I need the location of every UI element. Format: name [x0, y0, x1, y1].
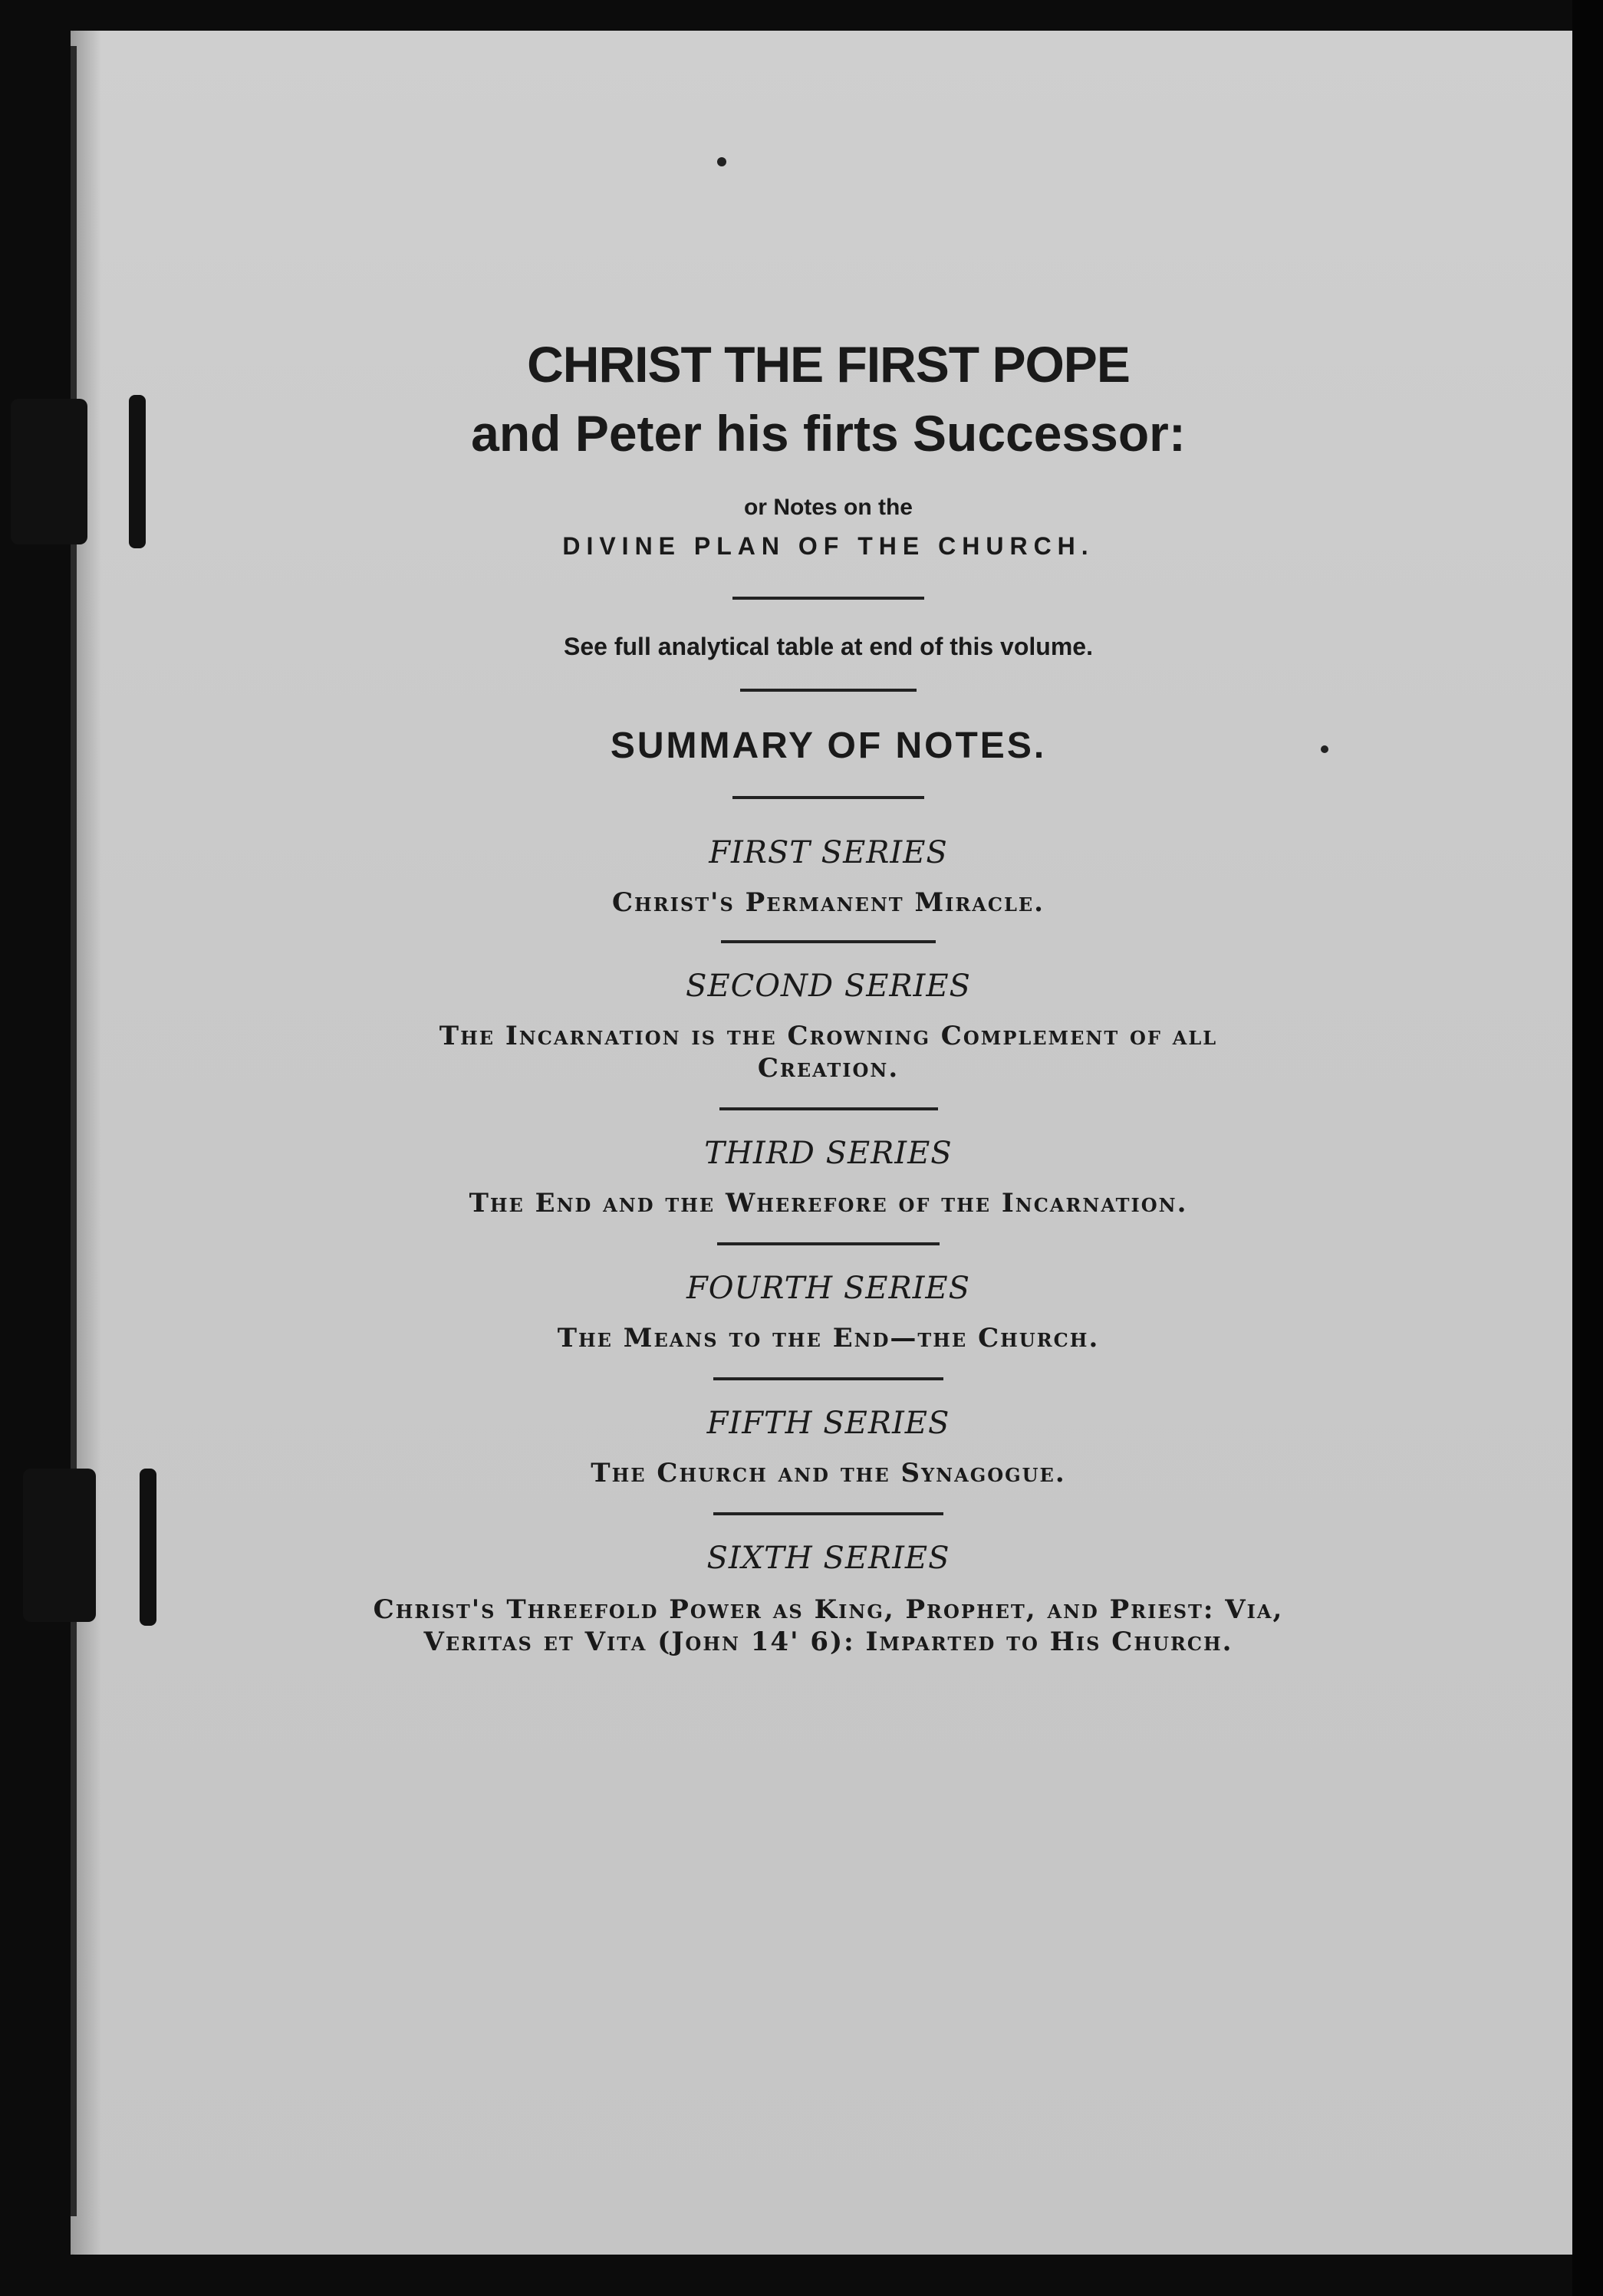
- series-heading-4: FOURTH SERIES: [686, 1271, 971, 1306]
- series-title-1: Christ's Permanent Miracle.: [611, 887, 1045, 918]
- divider-rule: [717, 1242, 940, 1245]
- subtitle-line1: or Notes on the: [743, 495, 913, 520]
- binder-clip-top: [11, 399, 87, 544]
- series-title-5: The Church and the Synagogue.: [591, 1458, 1066, 1488]
- series-heading-6: SIXTH SERIES: [706, 1541, 950, 1576]
- divider-rule: [740, 689, 917, 692]
- binder-clip-top-bar: [129, 395, 146, 548]
- divider-rule: [721, 940, 936, 943]
- subtitle-line2: DIVINE PLAN OF THE CHURCH.: [562, 532, 1094, 560]
- series-heading-2: SECOND SERIES: [686, 969, 971, 1004]
- series-title-6: Christ's Threefold Power as King, Prophet, and Priest: Via, Veritas et Vita (John 14' 6): Imparted to His Church.: [373, 1594, 1284, 1657]
- binder-clip-bottom-bar: [140, 1469, 156, 1626]
- divider-rule: [713, 1377, 943, 1380]
- divider-rule: [732, 597, 924, 600]
- analytical-table-note: See full analytical table at end of this volume.: [564, 633, 1093, 660]
- book-title-line1: CHRIST THE FIRST POPE: [527, 336, 1130, 393]
- divider-rule: [732, 796, 924, 799]
- divider-rule: [713, 1512, 943, 1515]
- summary-heading: SUMMARY OF NOTES.: [610, 725, 1047, 766]
- binder-clip-bottom: [23, 1469, 96, 1622]
- series-heading-3: THIRD SERIES: [704, 1136, 953, 1171]
- series-title-3: The End and the Wherefore of the Incarnation.: [469, 1188, 1188, 1219]
- title-page-content: [330, 330, 1327, 1658]
- series-heading-5: FIFTH SERIES: [706, 1406, 950, 1441]
- series-heading-1: FIRST SERIES: [709, 835, 948, 870]
- series-title-2: The Incarnation is the Crowning Complement of all Creation.: [439, 1021, 1218, 1084]
- series-title-4: The Means to the End—the Church.: [557, 1323, 1100, 1354]
- scan-edge: [1572, 0, 1603, 2296]
- book-title-line2: and Peter his firts Successor:: [471, 405, 1186, 462]
- divider-rule: [719, 1107, 938, 1110]
- ink-speck: [717, 157, 726, 166]
- binding-line: [71, 46, 77, 2216]
